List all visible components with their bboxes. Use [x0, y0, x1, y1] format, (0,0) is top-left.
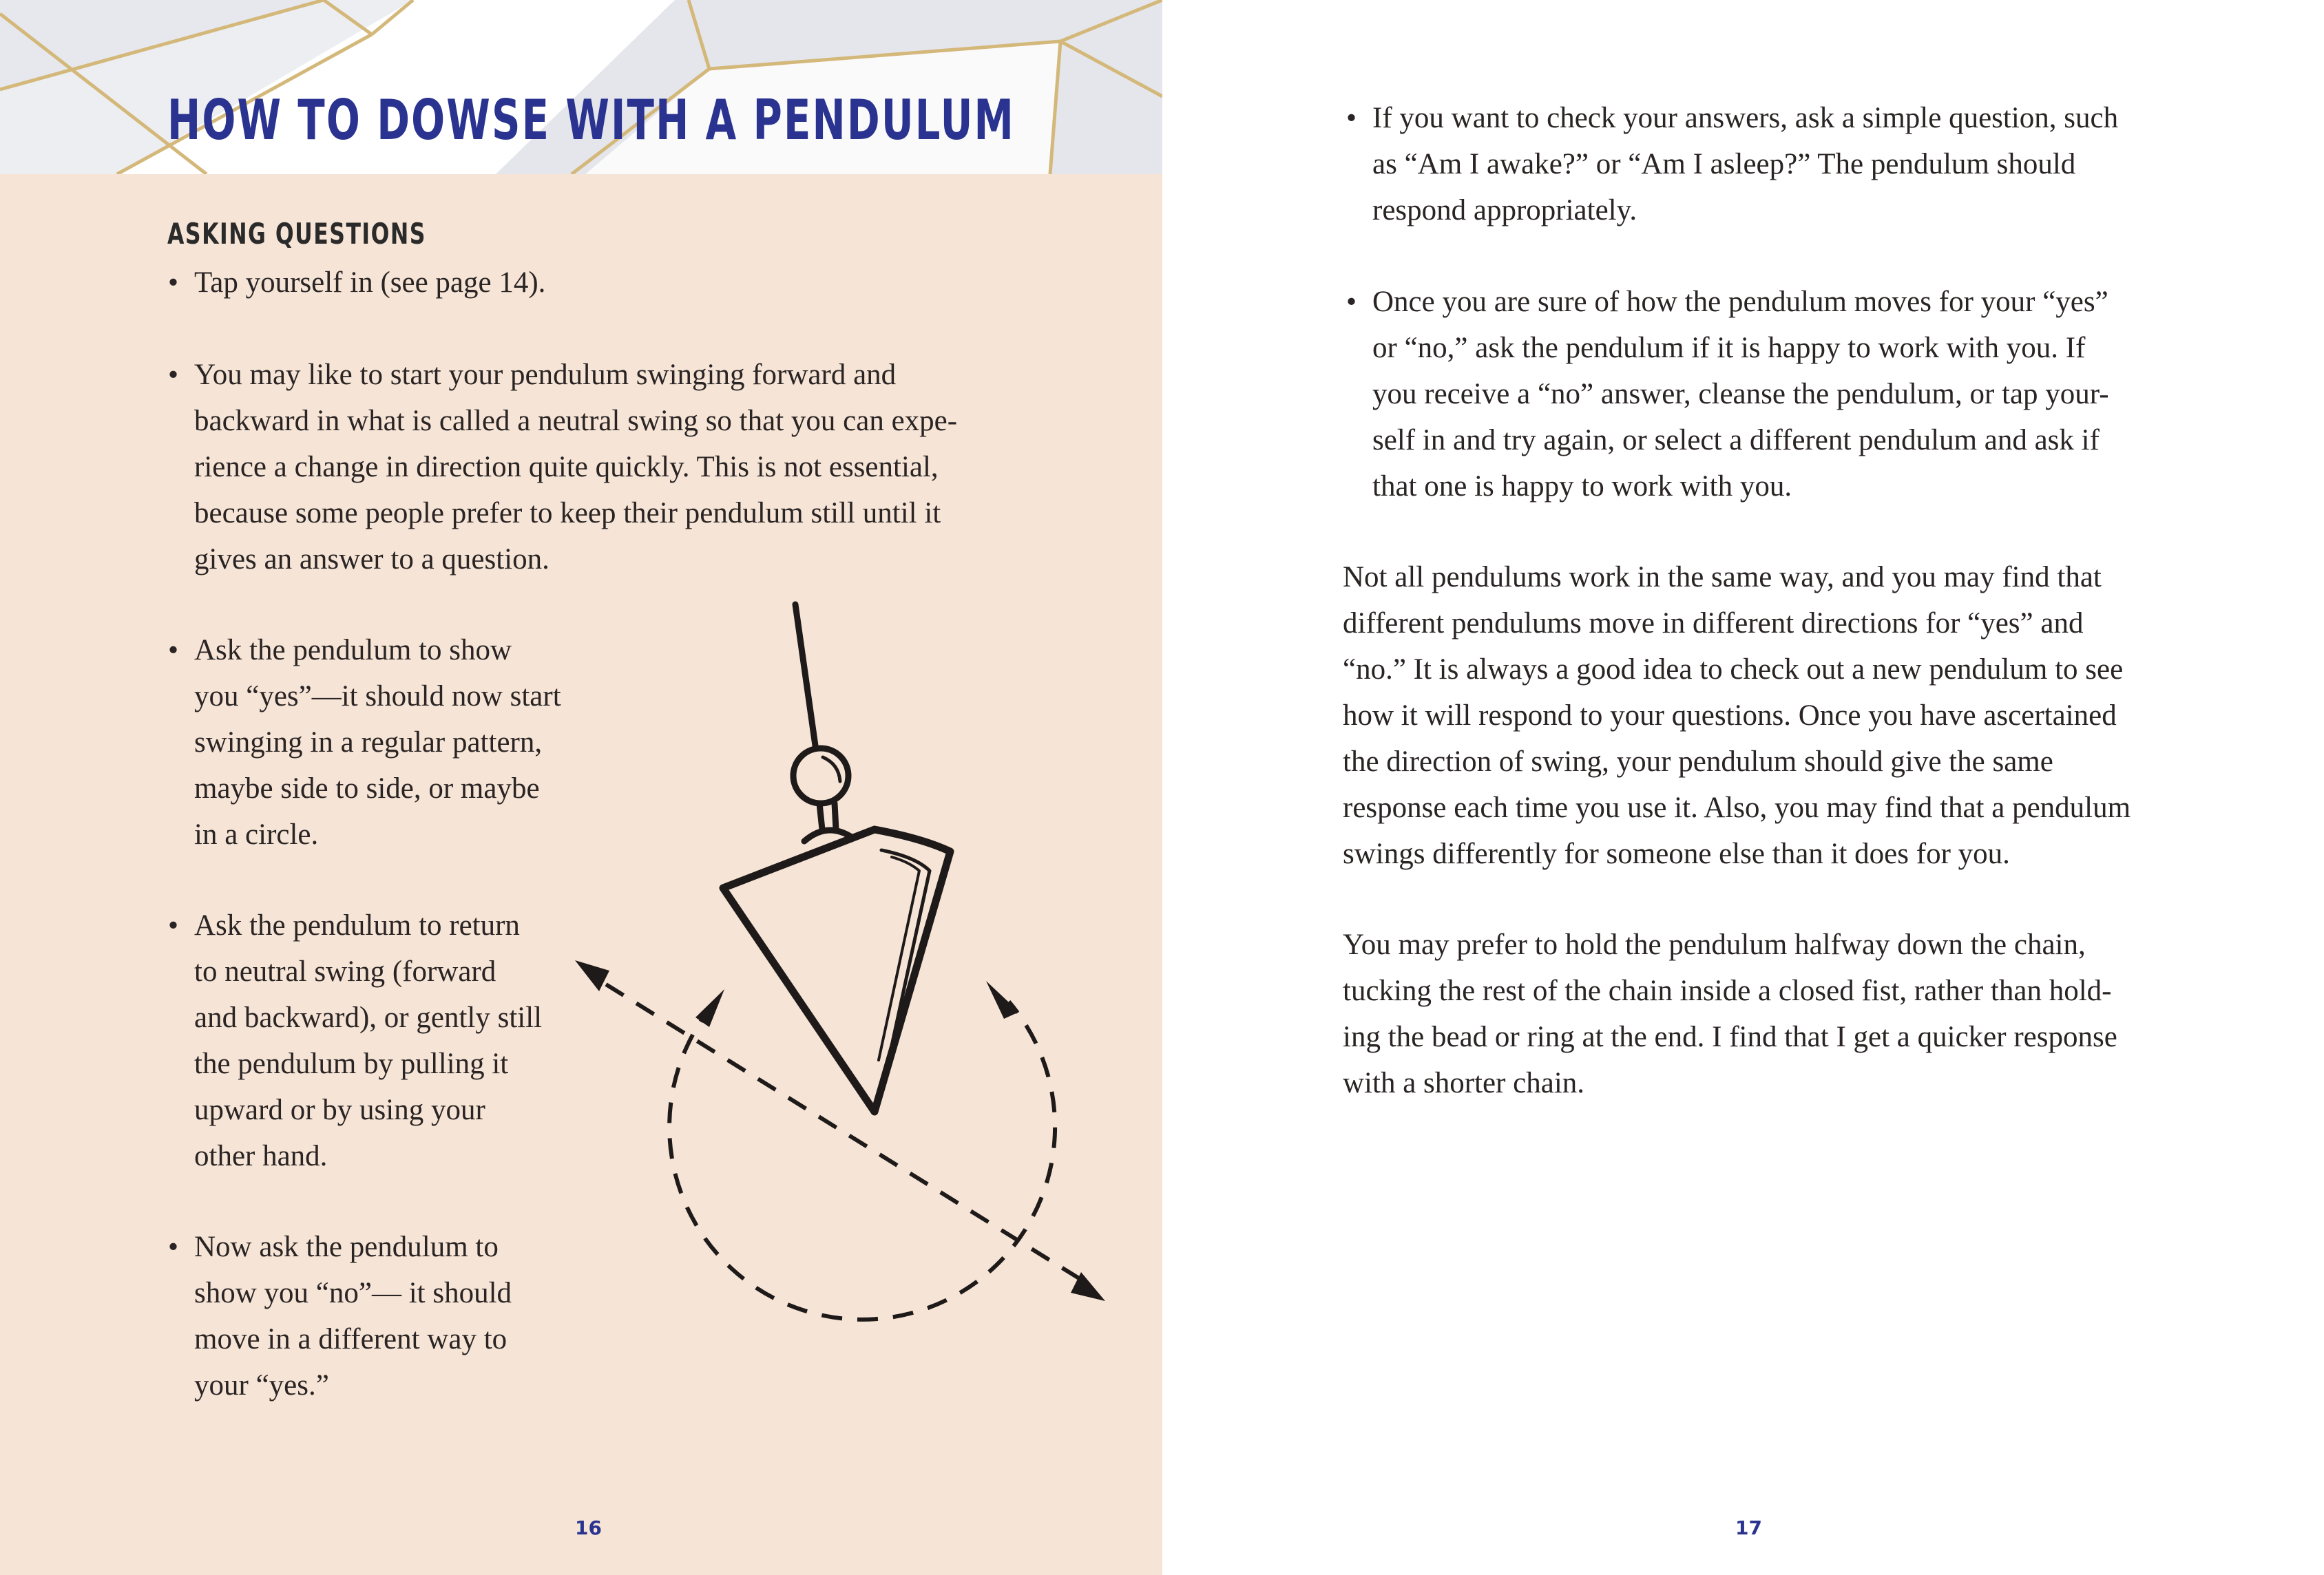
- bullet-item: • Ask the pendulum to return to neutral swing (forward and backward), or gently still the pendulum by pulling it upward or by using your other hand.: [194, 902, 580, 1179]
- pendulum-illustration: [558, 592, 1122, 1329]
- bullet-marker: •: [1346, 286, 1357, 318]
- page-number: 17: [1735, 1516, 1762, 1539]
- bullet-marker: •: [168, 1231, 179, 1263]
- bullet-item: • You may like to start your pendulum swinging forward and backward in what is called a neutral swing so that you can expe- rience a change in direction quite quickly. This is not essential, because some people prefer to keep their pendulum still until it gives an answer to a question.: [194, 352, 1020, 582]
- bullet-marker: •: [168, 909, 179, 942]
- section-heading: ASKING QUESTIONS: [167, 217, 426, 251]
- bullet-item: • Ask the pendulum to show you “yes”—it should now start swinging in a regular pattern, maybe side to side, or maybe in a circle.: [194, 627, 580, 858]
- arrow-head-circle-left: [695, 989, 724, 1027]
- page-number: 16: [575, 1516, 602, 1539]
- page-title: HOW TO DOWSE WITH A PENDULUM: [167, 88, 1015, 152]
- pendulum-chain: [795, 604, 816, 750]
- bullet-marker: •: [168, 266, 179, 299]
- bullet-item: • Tap yourself in (see page 14).: [194, 260, 1020, 306]
- arrow-head-circle-right: [986, 981, 1019, 1019]
- bullet-item: • If you want to check your answers, ask a simple question, such as “Am I awake?” or “Am I asleep?” The pendulum should respond appropriately.: [1372, 95, 2268, 233]
- bullet-item: • Once you are sure of how the pendulum moves for your “yes” or “no,” ask the pendulum if it is happy to work with you. If you receive a “no” answer, cleanse the pendulum, or tap your- self in and try again, or select a different pendulum and ask if that one is happy to work with you.: [1372, 279, 2268, 509]
- bullet-marker: •: [1346, 102, 1357, 134]
- body-paragraph: Not all pendulums work in the same way, and you may find that different pendulums move in different directions for “yes” and “no.” It is always a good idea to check out a new pendulum to see how it will respond to your questions. Once you have ascertained the direction of swing, your pendulum should give the same response each time you use it. Also, you may find that a pendulum swings differently for someone else than it does for you.: [1343, 561, 2131, 870]
- bullet-item: • Now ask the pendulum to show you “no”— it should move in a different way to your “yes.”: [194, 1224, 580, 1408]
- body-paragraph: You may prefer to hold the pendulum halfway down the chain, tucking the rest of the chain inside a closed fist, rather than hold- ing the bead or ring at the end. I find that I get a quicker response with a shorter chain.: [1343, 929, 2117, 1099]
- right-page: [1162, 0, 2324, 1575]
- arrow-head-left: [575, 960, 609, 991]
- pendulum-body: [723, 829, 950, 1112]
- bullet-marker: •: [168, 359, 179, 391]
- bullet-marker: •: [168, 634, 179, 666]
